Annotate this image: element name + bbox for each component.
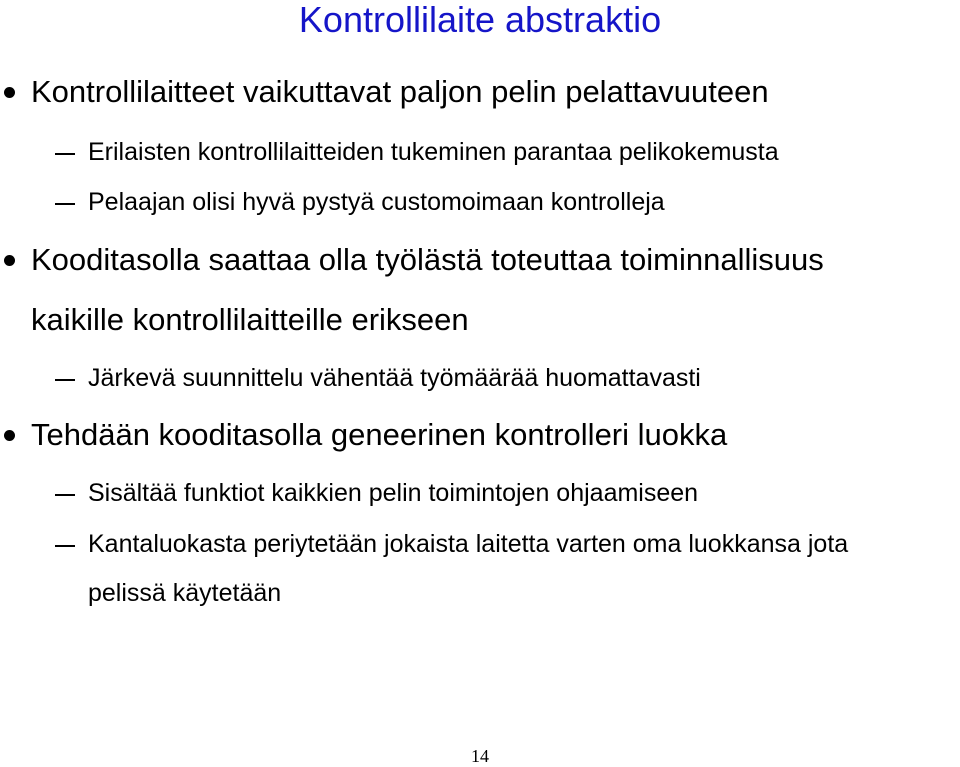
dash-icon [55,153,75,155]
sub-bullet-text: pelissä käytetään [88,579,282,607]
bullet-dot-icon [4,255,15,266]
bullet-text: Tehdään kooditasolla geneerinen kontrolleri luokka [31,417,728,452]
dash-icon [55,494,75,496]
sub-bullet-text: Järkevä suunnittelu vähentää työmäärää huomattavasti [88,364,701,392]
bullet-text: Kooditasolla saattaa olla työlästä toteuttaa toiminnallisuus [31,242,824,277]
dash-icon [55,545,75,547]
sub-bullet-text: Pelaajan olisi hyvä pystyä customoimaan kontrolleja [88,188,665,216]
dash-icon [55,379,75,381]
sub-bullet-text: Sisältää funktiot kaikkien pelin toimintojen ohjaamiseen [88,479,699,507]
dash-icon [55,203,75,205]
slide-title: Kontrollilaite abstraktio [298,0,662,40]
sub-bullet-text: Erilaisten kontrollilaitteiden tukeminen parantaa pelikokemusta [88,138,779,166]
bullet-text: Kontrollilaitteet vaikuttavat paljon pelin pelattavuuteen [31,74,769,109]
bullet-dot-icon [4,87,15,98]
bullet-text: kaikille kontrollilaitteille erikseen [31,302,469,337]
bullet-dot-icon [4,430,15,441]
sub-bullet-text: Kantaluokasta periytetään jokaista laitetta varten oma luokkansa jota [88,530,849,558]
page-number: 14 [471,746,489,766]
